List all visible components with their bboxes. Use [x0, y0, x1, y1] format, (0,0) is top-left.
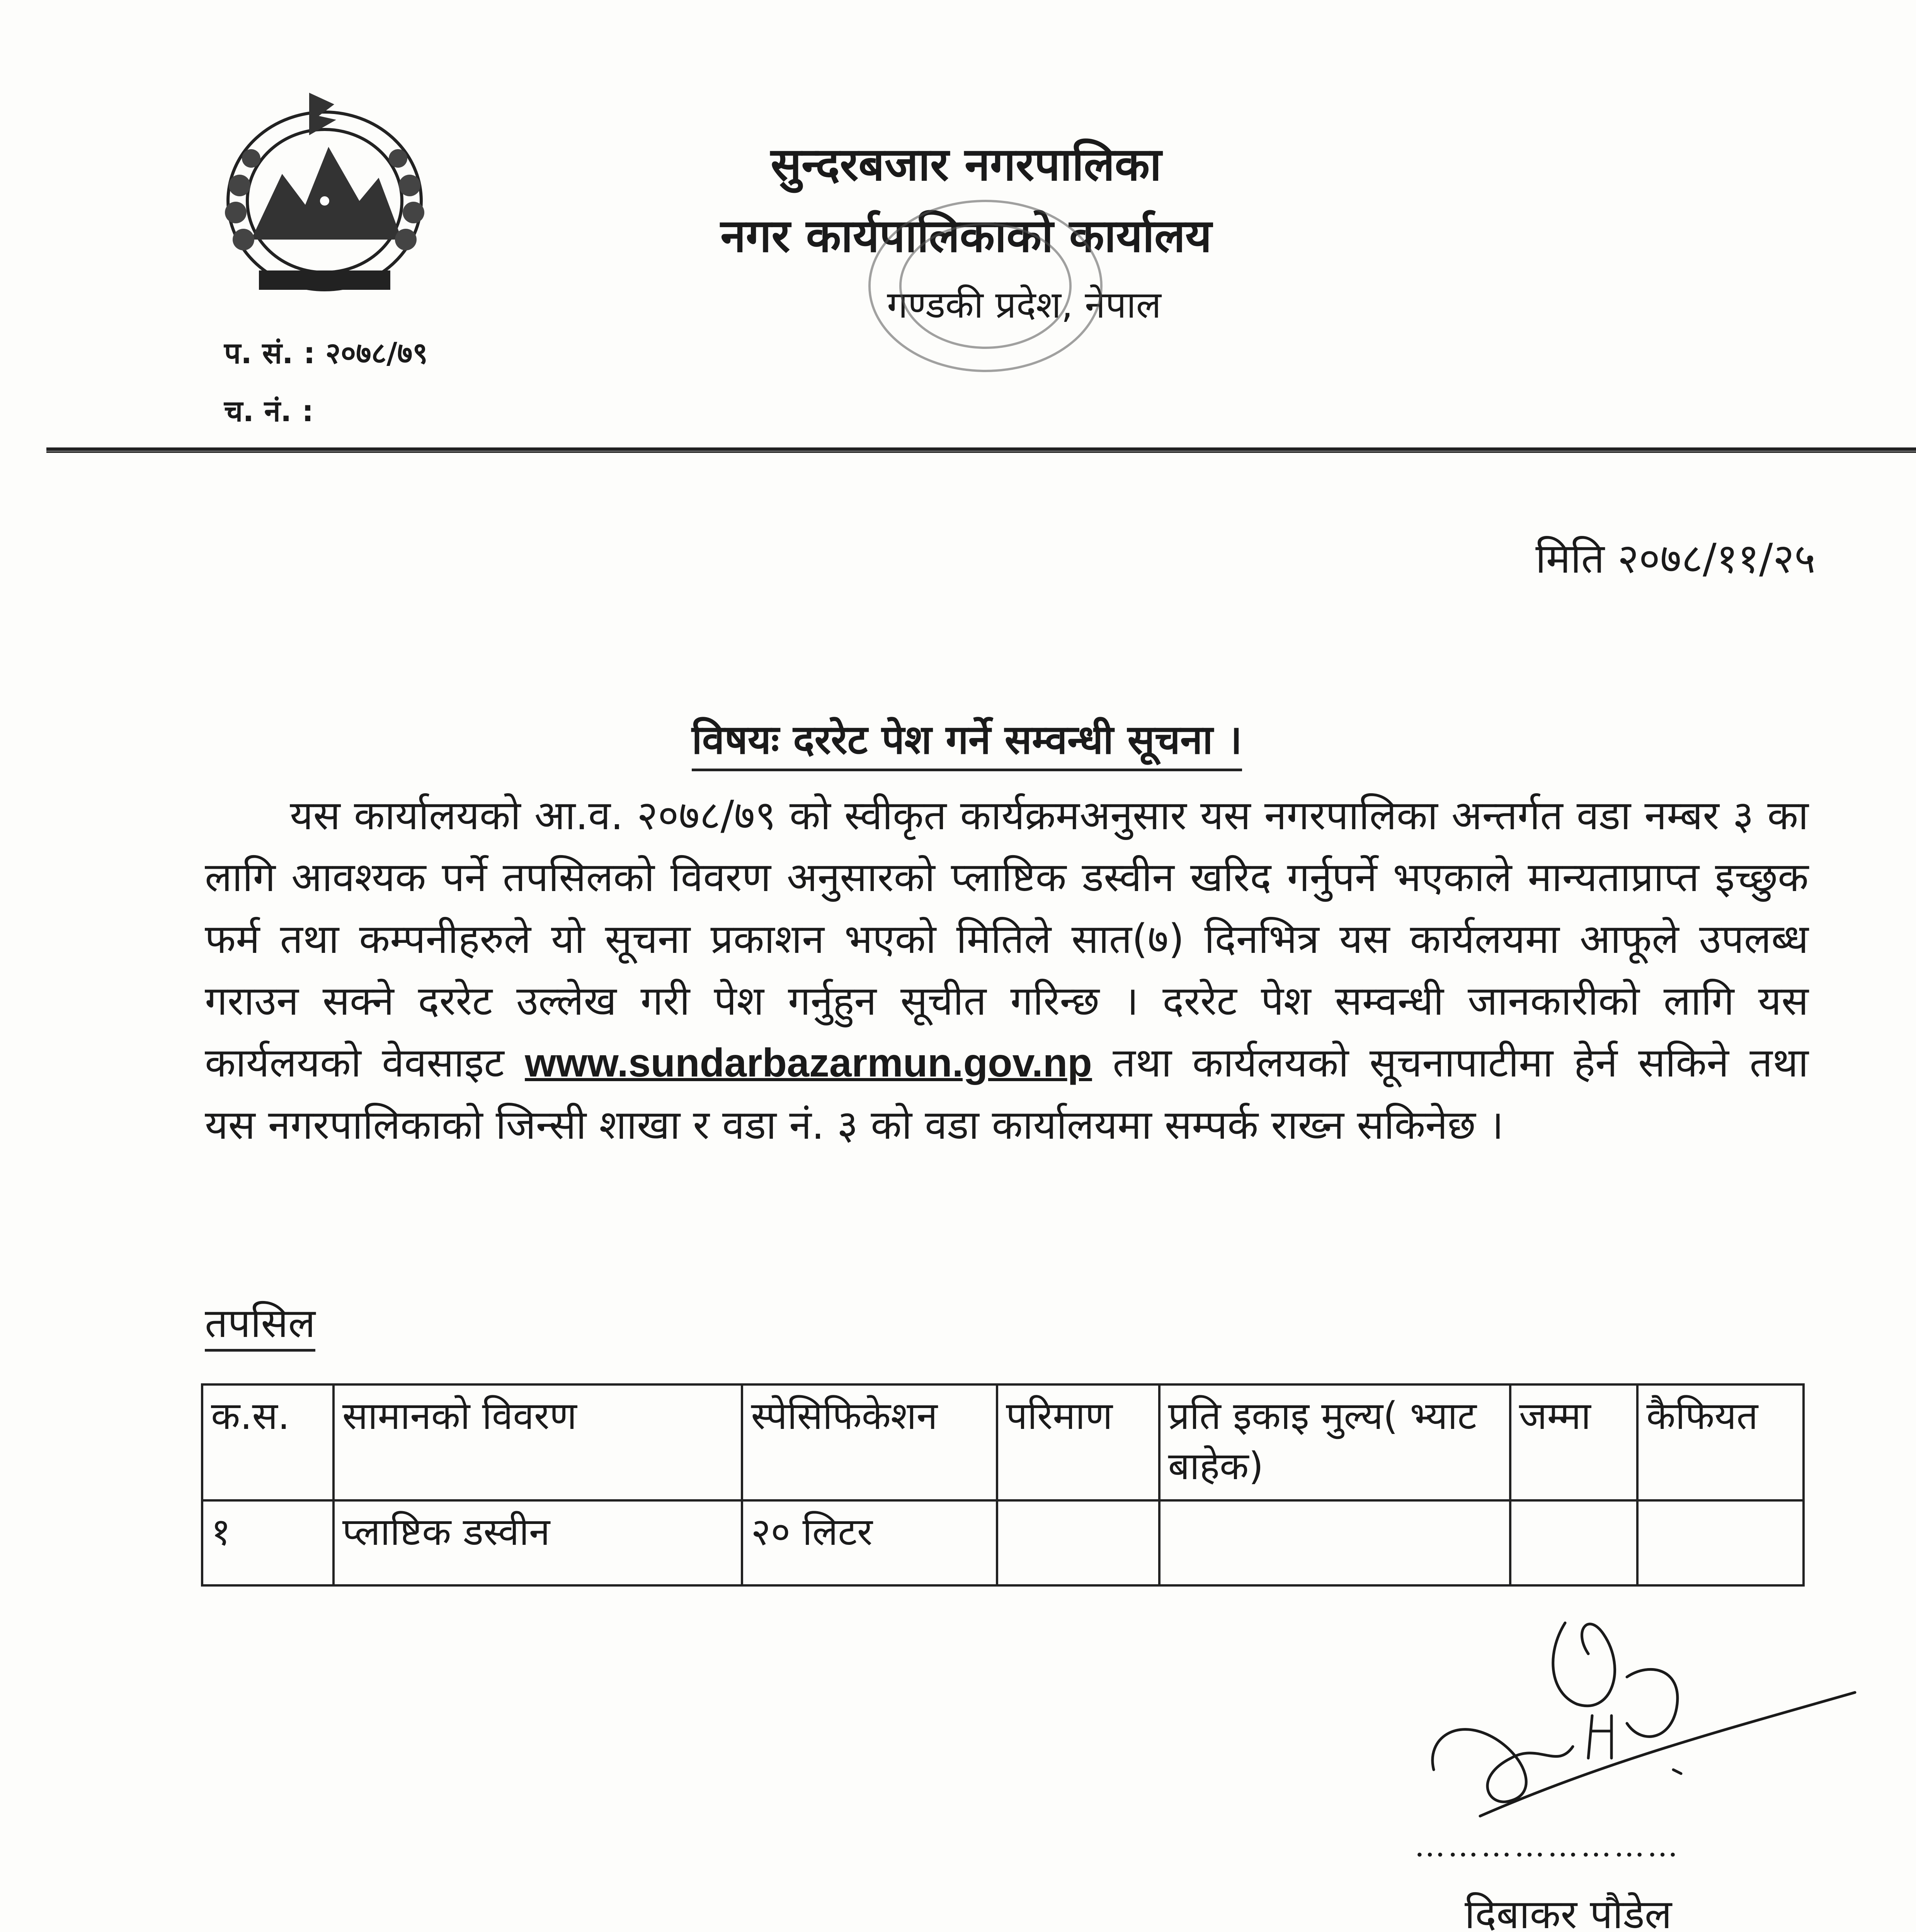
table-row	[202, 1500, 1804, 1585]
handwritten-signature	[1411, 1577, 1874, 1847]
header-divider	[46, 447, 1916, 453]
col-header-unit-price: प्रति इकाइ मुल्य( भ्याट बाहेक)	[1159, 1384, 1510, 1500]
office-address: गण्डकी प्रदेश, नेपाल	[887, 283, 1161, 327]
tapasil-heading: तपसिल	[205, 1294, 315, 1352]
letter-number: प. सं. : २०७८/७९	[224, 336, 428, 370]
col-header-description: सामानको विवरण	[334, 1384, 742, 1500]
signature-line: ……………………	[1414, 1828, 1680, 1864]
cell-specification: २० लिटर	[742, 1500, 997, 1585]
cell-unit-price	[1159, 1500, 1510, 1585]
body-text-part2: तथा कार्यलयको सूचनापाटीमा हेर्न सकिने तथा यस नगरपालिकाको जिन्सी शाखा र वडा नं. ३ को वडा कार्यालयमा सम्पर्क राख्न सकिनेछ ।	[205, 1039, 1809, 1148]
notice-body	[205, 784, 1809, 1156]
cell-quantity	[997, 1500, 1159, 1585]
col-header-quantity: परिमाण	[997, 1384, 1159, 1500]
office-name: नगर कार्यपालिकाको कार्यालय	[720, 209, 1212, 262]
notice-date: मिति २०७८/११/२५	[1535, 535, 1816, 582]
body-text-part1: यस कार्यालयको आ.व. २०७८/७९ को स्वीकृत कार्यक्रमअनुसार यस नगरपालिका अन्तर्गत वडा नम्बर ३ का लागि आवश्यक पर्ने तपसिलको विवरण अनुसारको प्लाष्टिक डस्वीन खरिद गर्नुपर्ने भएकाले मान्यताप्राप्त इच्छुक फर्म तथा कम्पनीहरुले यो सूचना प्रकाशन भएको मितिले सात(७) दिनभित्र यस कार्यलयमा आफूले उपलब्ध गराउन सक्ने दररेट उल्लेख गरी पेश गर्नुहुन सूचीत गरिन्छ । दररेट पेश सम्वन्धी जानकारीको लागि यस कार्यलयको वेवसाइट	[205, 792, 1809, 1086]
col-header-remarks: कैफियत	[1637, 1384, 1804, 1500]
cell-total	[1510, 1500, 1638, 1585]
col-header-specification: स्पेसिफिकेशन	[742, 1384, 997, 1500]
office-seal-stamp	[831, 182, 1140, 383]
municipality-name: सुन्दरबजार नगरपालिका	[771, 138, 1162, 191]
signatory-name: दिबाकर पौडेल	[1465, 1891, 1672, 1932]
dispatch-number: च. नं. :	[224, 394, 314, 428]
table-header-row	[202, 1384, 1804, 1500]
cell-description: प्लाष्टिक डस्वीन	[334, 1500, 742, 1585]
government-emblem-icon	[205, 77, 444, 301]
cell-remarks	[1637, 1500, 1804, 1585]
website-link[interactable]: www.sundarbazarmun.gov.np	[525, 1041, 1092, 1085]
col-header-serial: क.स.	[202, 1384, 334, 1500]
notice-subject: विषयः दररेट पेश गर्ने सम्वन्धी सूचना ।	[692, 711, 1242, 771]
col-header-total: जम्मा	[1510, 1384, 1638, 1500]
items-table	[201, 1383, 1805, 1587]
cell-serial: १	[202, 1500, 334, 1585]
